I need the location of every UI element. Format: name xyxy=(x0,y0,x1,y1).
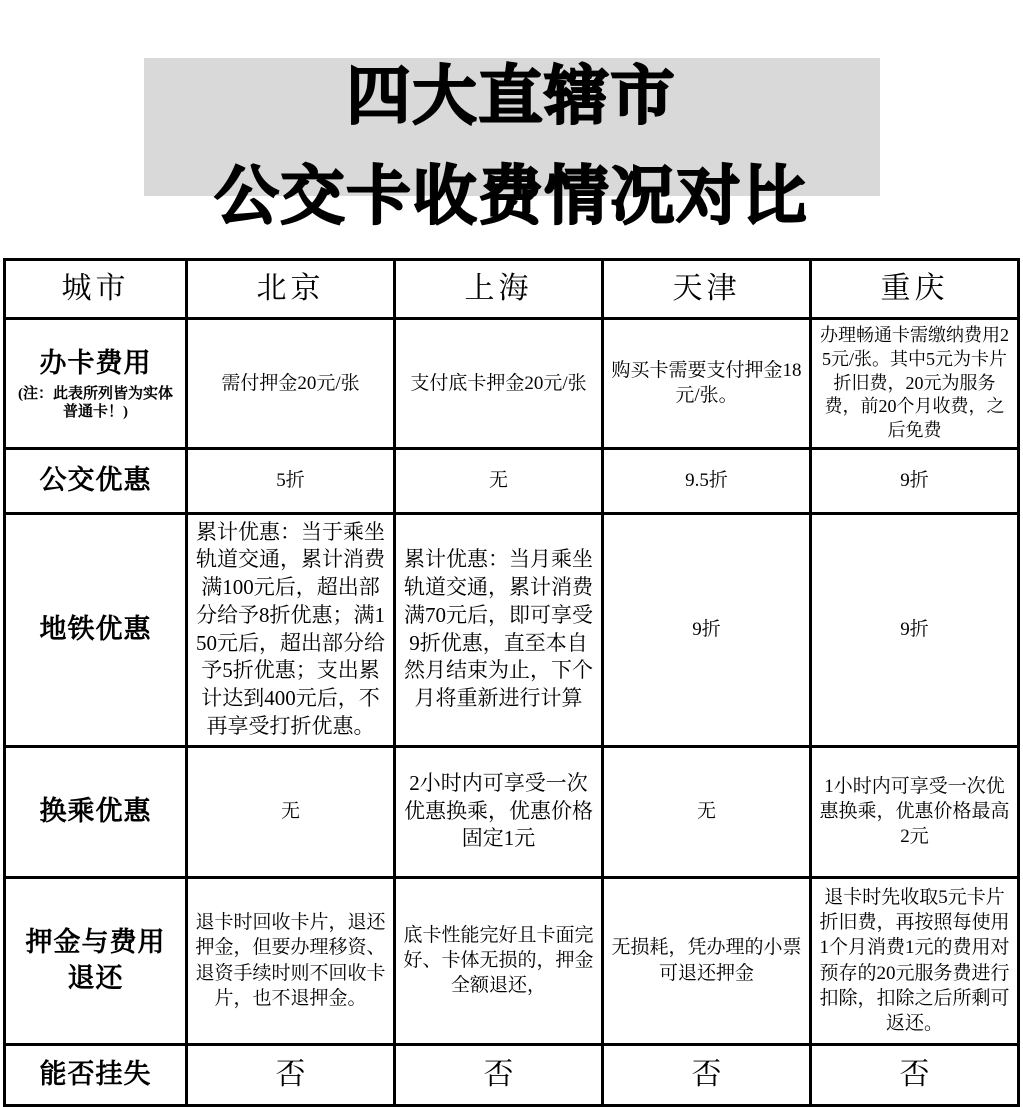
cell-report-loss-tianjin: 否 xyxy=(603,1044,811,1105)
cell-bus-discount-beijing: 5折 xyxy=(187,448,395,513)
row-label-card-fee-text: 办卡费用 xyxy=(39,347,152,378)
table-row xyxy=(5,1044,1019,1105)
header-city-beijing: 北京 xyxy=(187,260,395,319)
cell-bus-discount-tianjin: 9.5折 xyxy=(603,448,811,513)
table-row xyxy=(5,746,1019,877)
header-city-shanghai: 上海 xyxy=(395,260,603,319)
comparison-table xyxy=(3,258,1020,1107)
row-label-report-loss: 能否挂失 xyxy=(5,1044,187,1105)
cell-card-fee-shanghai: 支付底卡押金20元/张 xyxy=(395,319,603,449)
row-label-card-fee xyxy=(5,319,187,449)
cell-metro-discount-chongqing: 9折 xyxy=(811,513,1019,746)
cell-transfer-discount-chongqing: 1小时内可享受一次优惠换乘，优惠价格最高2元 xyxy=(811,746,1019,877)
row-label-deposit-refund: 押金与费用退还 xyxy=(5,877,187,1044)
cell-deposit-refund-tianjin: 无损耗，凭办理的小票可退还押金 xyxy=(603,877,811,1044)
header-city-tianjin: 天津 xyxy=(603,260,811,319)
header-city-chongqing: 重庆 xyxy=(811,260,1019,319)
row-label-bus-discount: 公交优惠 xyxy=(5,448,187,513)
table-row xyxy=(5,877,1019,1044)
cell-metro-discount-shanghai: 累计优惠：当月乘坐轨道交通，累计消费满70元后，即可享受9折优惠，直至本自然月结束为止，下个月将重新进行计算 xyxy=(395,513,603,746)
table-row xyxy=(5,448,1019,513)
cell-metro-discount-beijing: 累计优惠：当于乘坐轨道交通，累计消费满100元后，超出部分给予8折优惠；满150元后，超出部分给予5折优惠；支出累计达到400元后，不再享受打折优惠。 xyxy=(187,513,395,746)
cell-deposit-refund-shanghai: 底卡性能完好且卡面完好、卡体无损的，押金全额退还， xyxy=(395,877,603,1044)
cell-bus-discount-chongqing: 9折 xyxy=(811,448,1019,513)
cell-report-loss-beijing: 否 xyxy=(187,1044,395,1105)
table-row xyxy=(5,319,1019,449)
cell-transfer-discount-tianjin: 无 xyxy=(603,746,811,877)
cell-bus-discount-shanghai: 无 xyxy=(395,448,603,513)
title-block xyxy=(0,0,1023,258)
table-header-row xyxy=(5,260,1019,319)
cell-card-fee-beijing: 需付押金20元/张 xyxy=(187,319,395,449)
row-label-card-fee-note: (注：此表所列皆为实体普通卡！) xyxy=(18,386,173,421)
cell-deposit-refund-chongqing: 退卡时先收取5元卡片折旧费，再按照每使用1个月消费1元的费用对预存的20元服务费进行扣除，扣除之后所剩可返还。 xyxy=(811,877,1019,1044)
table-row xyxy=(5,513,1019,746)
cell-report-loss-shanghai: 否 xyxy=(395,1044,603,1105)
header-label-city: 城市 xyxy=(5,260,187,319)
cell-card-fee-chongqing: 办理畅通卡需缴纳费用25元/张。其中5元为卡片折旧费，20元为服务费，前20个月收费，之后免费 xyxy=(811,319,1019,449)
cell-metro-discount-tianjin: 9折 xyxy=(603,513,811,746)
cell-transfer-discount-shanghai: 2小时内可享受一次优惠换乘，优惠价格固定1元 xyxy=(395,746,603,877)
cell-report-loss-chongqing: 否 xyxy=(811,1044,1019,1105)
cell-transfer-discount-beijing: 无 xyxy=(187,746,395,877)
row-label-transfer-discount: 换乘优惠 xyxy=(5,746,187,877)
cell-card-fee-tianjin: 购买卡需要支付押金18元/张。 xyxy=(603,319,811,449)
title-line-1: 四大直辖市 xyxy=(346,60,677,134)
cell-deposit-refund-beijing: 退卡时回收卡片，退还押金，但要办理移资、退资手续时则不回收卡片，也不退押金。 xyxy=(187,877,395,1044)
row-label-metro-discount: 地铁优惠 xyxy=(5,513,187,746)
title-line-2: 公交卡收费情况对比 xyxy=(214,160,809,234)
